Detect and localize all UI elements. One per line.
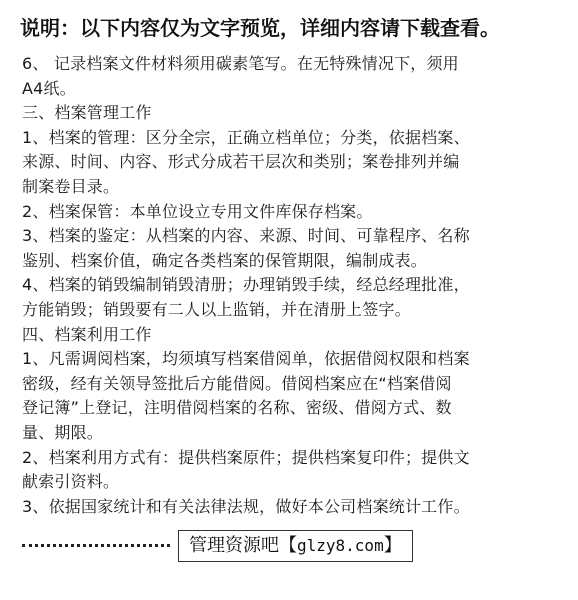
text-line: 方能销毁；销毁要有二人以上监销，并在清册上签字。 (22, 299, 411, 319)
text-line: A4纸。 (22, 78, 76, 98)
document-body (22, 52, 552, 519)
preview-notice: 说明：以下内容仅为文字预览，详细内容请下载查看。 (20, 16, 500, 40)
text-line: 4、档案的销毁编制销毁清册；办理销毁手续，经总经理批准， (22, 275, 470, 295)
site-link[interactable] (178, 530, 413, 562)
text-line: 来源、时间、内容、形式分成若干层次和类别；案卷排列并编 (22, 152, 460, 172)
text-line: 3、档案的鉴定：从档案的内容、来源、时间、可靠程序、名称 (22, 226, 470, 246)
text-line: 鉴别、档案价值，确定各类档案的保管期限，编制成表。 (22, 250, 428, 270)
text-line: 1、档案的管理：区分全宗，正确立档单位；分类，依据档案、 (22, 127, 470, 147)
text-line: 2、档案保管：本单位设立专用文件库保存档案。 (22, 201, 373, 221)
bracket-close: 】 (383, 535, 402, 556)
text-line: 3、依据国家统计和有关法律法规，做好本公司档案统计工作。 (22, 496, 470, 516)
text-line: 2、档案利用方式有：提供档案原件；提供档案复印件；提供文 (22, 447, 470, 467)
section-heading: 四、档案利用工作 (22, 324, 152, 344)
text-line: 献索引资料。 (22, 472, 120, 492)
footer (22, 530, 552, 564)
bracket-open: 【 (279, 535, 297, 556)
text-line: 密级，经有关领导签批后方能借阅。借阅档案应在“档案借阅 (22, 373, 452, 393)
section-heading: 三、档案管理工作 (22, 103, 152, 123)
site-url: glzy8.com (297, 536, 384, 555)
dotted-divider (22, 544, 170, 547)
text-line: 6、 记录档案文件材料须用碳素笔写。在无特殊情况下，须用 (22, 54, 459, 73)
text-line: 制案卷目录。 (22, 176, 120, 196)
text-line: 量、期限。 (22, 422, 104, 442)
site-name: 管理资源吧 (189, 535, 279, 556)
text-line: 登记簿”上登记，注明借阅档案的名称、密级、借阅方式、数 (22, 398, 452, 418)
text-line: 1、凡需调阅档案，均须填写档案借阅单，依据借阅权限和档案 (22, 349, 470, 369)
